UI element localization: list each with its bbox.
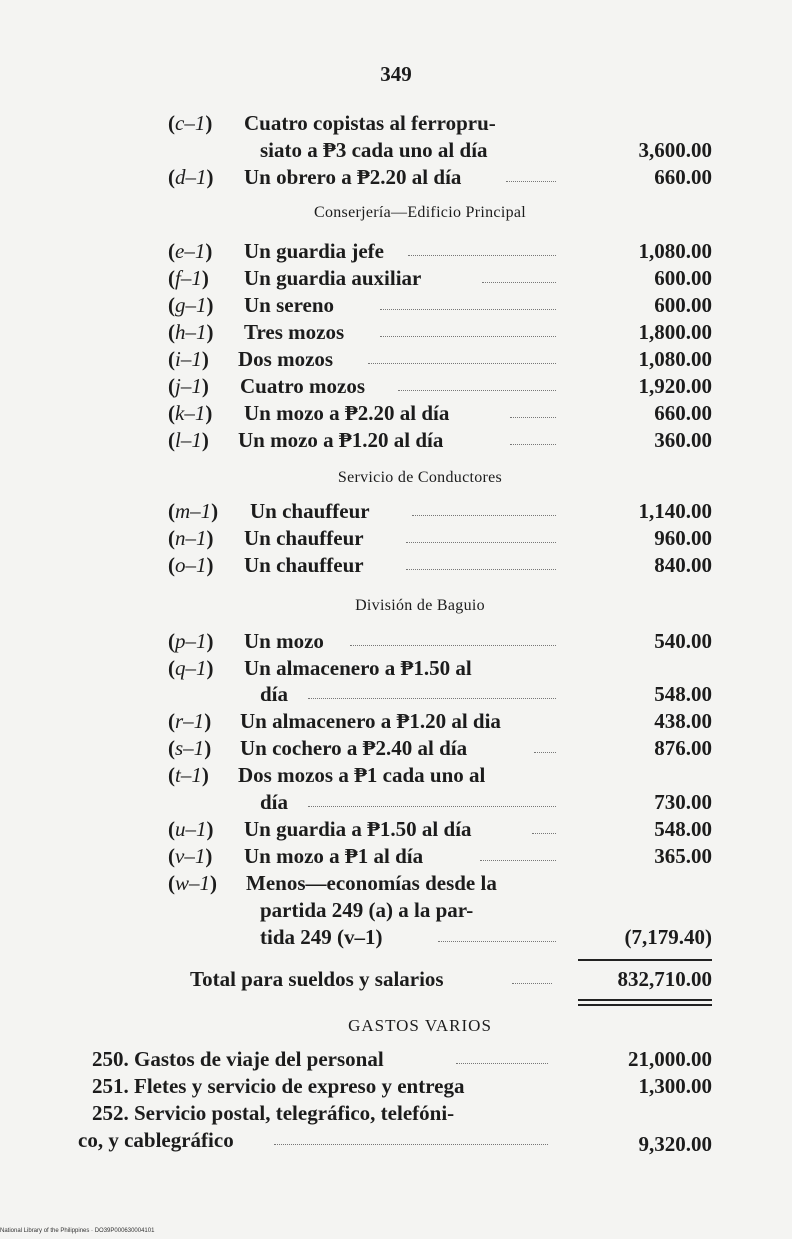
dot-leader <box>510 417 556 418</box>
dot-leader <box>456 1063 548 1064</box>
item-code: (n–1) <box>168 526 214 550</box>
dot-leader <box>350 645 556 646</box>
dot-leader <box>412 515 556 516</box>
item-u1 <box>168 815 712 843</box>
item-amount: 660.00 <box>654 401 712 425</box>
item-amount: 3,600.00 <box>638 138 712 162</box>
item-text: Tres mozos <box>244 320 345 344</box>
item-amount: 960.00 <box>654 526 712 550</box>
item-code: (l–1) <box>168 428 209 452</box>
item-d1 <box>168 163 712 191</box>
item-c1-cont <box>168 136 712 164</box>
gasto-amount: 21,000.00 <box>628 1047 712 1071</box>
dot-leader <box>398 390 556 391</box>
item-amount: 360.00 <box>654 428 712 452</box>
item-w1 <box>168 869 712 897</box>
item-amount: 548.00 <box>654 682 712 706</box>
item-text-cont: siato a ₱3 cada uno al día <box>260 138 488 162</box>
item-amount: 840.00 <box>654 553 712 577</box>
item-amount: 438.00 <box>654 709 712 733</box>
item-w1-cont2 <box>168 923 712 951</box>
item-text: Un obrero a ₱2.20 al día <box>244 165 462 189</box>
item-text: Cuatro mozos <box>240 374 366 398</box>
dot-leader <box>438 941 556 942</box>
item-amount: 365.00 <box>654 844 712 868</box>
dot-leader <box>380 309 556 310</box>
gasto-252-cont <box>78 1126 712 1154</box>
item-code: (m–1) <box>168 499 219 523</box>
library-stamp: National Library of the Philippines · DO39P000630004101 <box>0 1228 155 1234</box>
item-amount: 660.00 <box>654 165 712 189</box>
item-amount: 1,080.00 <box>638 239 712 263</box>
item-m1 <box>168 497 712 525</box>
gasto-text: 251. Fletes y servicio de expreso y entrega <box>92 1074 465 1098</box>
item-w1-cont1 <box>168 896 712 924</box>
section-heading-conserjeria: Conserjería—Edificio Principal <box>313 204 527 221</box>
section-heading-conductores: Servicio de Conductores <box>337 469 503 486</box>
gasto-text-cont: co, y cablegráfico <box>78 1128 234 1152</box>
item-amount: 1,140.00 <box>638 499 712 523</box>
item-s1 <box>168 734 712 762</box>
double-rule-bottom <box>578 1004 712 1006</box>
item-code: (i–1) <box>168 347 209 371</box>
item-text: Un almacenero a ₱1.20 al dia <box>240 709 501 733</box>
item-code: (u–1) <box>168 817 214 841</box>
item-text: Menos—economías desde la <box>246 871 497 895</box>
section-heading-gastos: GASTOS VARIOS <box>348 1016 492 1035</box>
item-amount: 600.00 <box>654 266 712 290</box>
page-number: 349 <box>380 62 412 86</box>
item-v1 <box>168 842 712 870</box>
dot-leader <box>506 181 556 182</box>
item-p1 <box>168 627 712 655</box>
item-c1 <box>168 109 712 137</box>
sum-rule <box>578 959 712 961</box>
item-text: Un mozo a ₱1 al día <box>244 844 424 868</box>
double-rule-top <box>578 999 712 1001</box>
item-text: Un mozo a ₱2.20 al día <box>244 401 450 425</box>
item-amount: 600.00 <box>654 293 712 317</box>
gasto-text: 252. Servicio postal, telegráfico, telefóni- <box>92 1101 455 1125</box>
item-amount: 1,080.00 <box>638 347 712 371</box>
item-amount: 548.00 <box>654 817 712 841</box>
item-text-cont: partida 249 (a) a la par- <box>260 898 474 922</box>
item-text: Dos mozos <box>238 347 334 371</box>
dot-leader <box>510 444 556 445</box>
item-amount: 1,800.00 <box>638 320 712 344</box>
item-text: Un chauffeur <box>250 499 370 523</box>
item-t1-cont <box>168 788 712 816</box>
item-g1 <box>168 291 712 319</box>
gasto-text: 250. Gastos de viaje del personal <box>92 1047 384 1071</box>
item-f1 <box>168 264 712 292</box>
item-o1 <box>168 551 712 579</box>
item-q1-cont <box>168 680 712 708</box>
dot-leader <box>512 983 552 984</box>
gasto-252 <box>92 1099 712 1127</box>
item-code: (k–1) <box>168 401 213 425</box>
item-text: Un almacenero a ₱1.50 al <box>244 656 472 680</box>
item-j1 <box>168 372 712 400</box>
item-i1 <box>168 345 712 373</box>
item-code: (e–1) <box>168 239 213 263</box>
item-text-cont: día <box>260 682 289 706</box>
dot-leader <box>308 806 556 807</box>
item-code: (v–1) <box>168 844 213 868</box>
item-code: (t–1) <box>168 763 209 787</box>
gasto-amount: 9,320.00 <box>638 1132 712 1156</box>
dot-leader <box>480 860 556 861</box>
item-code: (p–1) <box>168 629 214 653</box>
item-text: Un guardia jefe <box>244 239 384 263</box>
dot-leader <box>534 752 556 753</box>
total-amount: 832,710.00 <box>617 967 712 991</box>
item-k1 <box>168 399 712 427</box>
item-amount: 540.00 <box>654 629 712 653</box>
item-r1 <box>168 707 712 735</box>
dot-leader <box>406 569 556 570</box>
item-text: Un chauffeur <box>244 553 364 577</box>
item-q1 <box>168 654 712 682</box>
dot-leader <box>308 698 556 699</box>
dot-leader <box>368 363 556 364</box>
item-code: (w–1) <box>168 871 218 895</box>
total-row <box>190 965 712 993</box>
dot-leader <box>482 282 556 283</box>
dot-leader <box>406 542 556 543</box>
item-e1 <box>168 237 712 265</box>
total-label: Total para sueldos y salarios <box>190 967 444 991</box>
dot-leader <box>532 833 556 834</box>
item-n1 <box>168 524 712 552</box>
item-text-cont: día <box>260 790 289 814</box>
item-amount: 1,920.00 <box>638 374 712 398</box>
item-code: (j–1) <box>168 374 209 398</box>
item-code: (r–1) <box>168 709 212 733</box>
gasto-250 <box>92 1045 712 1073</box>
item-text-cont: tida 249 (v–1) <box>260 925 383 949</box>
item-text: Cuatro copistas al ferropru- <box>244 111 496 135</box>
section-heading-baguio: División de Baguio <box>355 597 485 614</box>
item-text: Un mozo a ₱1.20 al día <box>238 428 444 452</box>
gasto-251 <box>92 1072 712 1100</box>
item-amount: 730.00 <box>654 790 712 814</box>
item-text: Un sereno <box>244 293 335 317</box>
dot-leader <box>408 255 556 256</box>
item-text: Un guardia a ₱1.50 al día <box>244 817 472 841</box>
dot-leader <box>274 1144 548 1145</box>
item-l1 <box>168 426 712 454</box>
item-text: Un cochero a ₱2.40 al día <box>240 736 468 760</box>
item-t1 <box>168 761 712 789</box>
item-text: Un guardia auxiliar <box>244 266 422 290</box>
item-code: (d–1) <box>168 165 214 189</box>
item-text: Dos mozos a ₱1 cada uno al <box>238 763 486 787</box>
item-amount: 876.00 <box>654 736 712 760</box>
item-code: (q–1) <box>168 656 214 680</box>
item-amount: (7,179.40) <box>624 925 712 949</box>
item-code: (h–1) <box>168 320 214 344</box>
dot-leader <box>380 336 556 337</box>
item-h1 <box>168 318 712 346</box>
gasto-amount: 1,300.00 <box>638 1074 712 1098</box>
item-code: (g–1) <box>168 293 214 317</box>
item-code: (c–1) <box>168 111 213 135</box>
item-text: Un mozo <box>244 629 324 653</box>
item-code: (s–1) <box>168 736 212 760</box>
item-text: Un chauffeur <box>244 526 364 550</box>
item-code: (o–1) <box>168 553 214 577</box>
item-code: (f–1) <box>168 266 209 290</box>
